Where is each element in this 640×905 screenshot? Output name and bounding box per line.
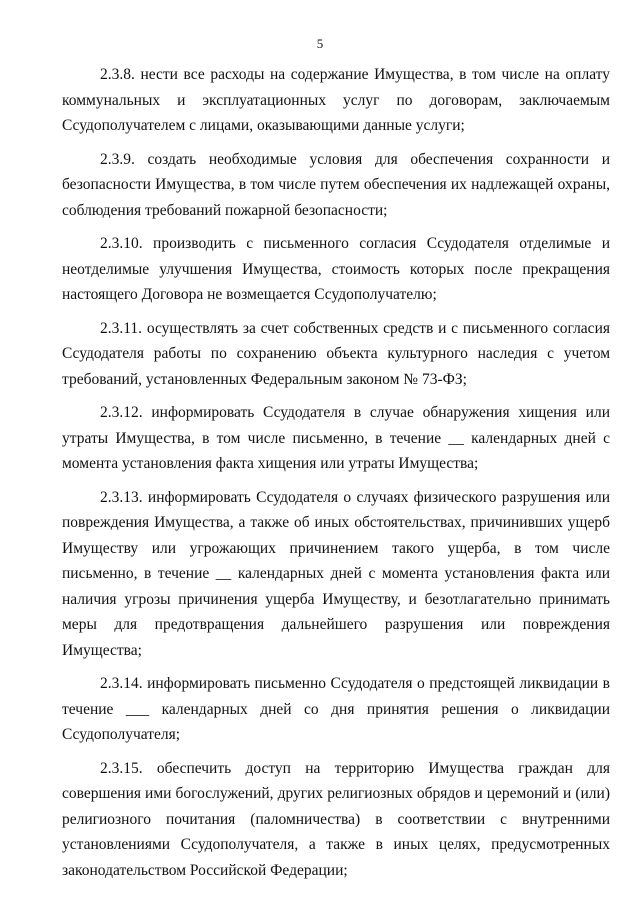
clause-2-3-8: 2.3.8. нести все расходы на содержание Имущества, в том числе на оплату коммунальных и эксплуатационных услуг по договорам, заключаемым Ссудополучателем с лицами, оказывающими данные услуги; <box>62 66 610 134</box>
clause-2-3-14: 2.3.14. информировать письменно Ссудодателя о предстоящей ликвидации в течение ___ календарных дней со дня принятия решения о ликвидации Ссудополучателя; <box>62 675 610 743</box>
clause-2-3-15: 2.3.15. обеспечить доступ на территорию Имущества граждан для совершения ими богослужений, других религиозных обрядов и церемоний и (или) религиозного почитания (паломничества) в соответствии с внутренними установлениями Ссудополучателя, а также в иных целях, предусмотренных законодательством Российской Федерации; <box>62 759 610 879</box>
clause-2-3-12: 2.3.12. информировать Ссудодателя в случае обнаружения хищения или утраты Имущества, в том числе письменно, в течение __ календарных дней с момента установления факта хищения или утраты Имущества; <box>62 404 610 472</box>
clause-2-3-11: 2.3.11. осуществлять за счет собственных средств и с письменного согласия Ссудодателя работы по сохранению объекта культурного наследия с учетом требований, установленных Федеральным законом № 73-ФЗ; <box>62 319 610 388</box>
clause-2-3-10: 2.3.10. производить с письменного согласия Ссудодателя отделимые и неотделимые улучшения Имущества, стоимость которых после прекращения настоящего Договора не возмещается Ссудополучателю; <box>62 235 610 303</box>
page-number: 5 <box>316 36 324 51</box>
clause-2-3-13: 2.3.13. информировать Ссудодателя о случаях физического разрушения или повреждения Имущества, а также об иных обстоятельствах, причинивших ущерб Имуществу или угрожающих причинением такого ущерба, в том числе письменно, в течение __ календарных дней с момента установления факта или наличия угрозы причинения ущерба Имуществу, и безотлагательно принимать меры для предотвращения дальнейшего разрушения или повреждения Имущества; <box>62 488 610 659</box>
document-body <box>62 62 610 891</box>
clause-2-3-9: 2.3.9. создать необходимые условия для обеспечения сохранности и безопасности Имущества, в том числе путем обеспечения их надлежащей охраны, соблюдения требований пожарной безопасности; <box>62 150 610 219</box>
